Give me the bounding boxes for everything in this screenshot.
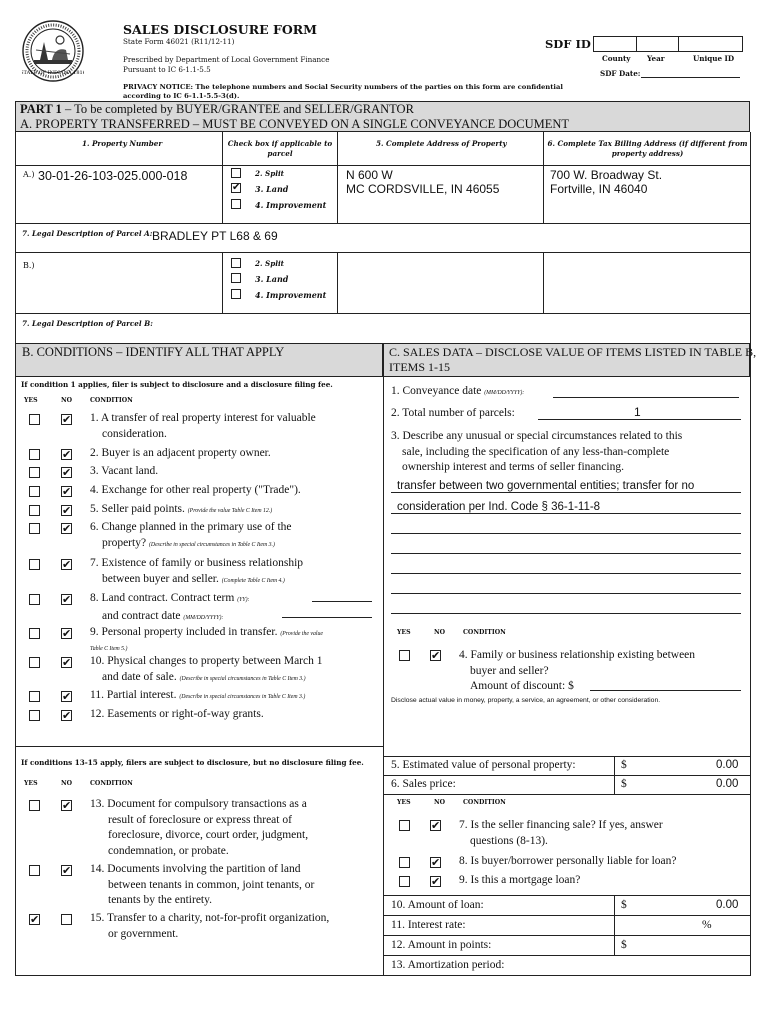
form-number: State Form 46021 (R11/12-11) (123, 37, 235, 46)
condition-3-text: 3. Vacant land. (90, 465, 159, 477)
item6-value[interactable]: 0.00 (716, 778, 739, 790)
item5-value[interactable]: 0.00 (716, 759, 739, 771)
b2-condition-header: CONDITION (90, 780, 133, 787)
b2-no-header: NO (61, 780, 73, 787)
condition-15-text: 15. Transfer to a charity, not-for-profit organization, or government. (90, 912, 330, 940)
parcel-a-land-checkbox[interactable]: ✔ (232, 182, 241, 193)
item4-yes-checkbox[interactable] (399, 650, 410, 661)
condition-10-no-checkbox[interactable]: ✔ (62, 656, 72, 669)
condition-3-yes-checkbox[interactable] (29, 467, 40, 478)
condition-4-no-checkbox[interactable]: ✔ (62, 485, 72, 498)
condition1-note: If condition 1 applies, filer is subject to disclosure and a disclosure filing fee. (21, 380, 333, 389)
parcel-b-split-checkbox[interactable] (231, 258, 241, 268)
prescribed-by: Prescribed by Department of Local Government Finance (123, 55, 330, 64)
c-item5: 5. Estimated value of personal property: (391, 759, 576, 771)
item12-currency: $ (621, 939, 627, 951)
parcel-a-label: A.) (23, 170, 35, 179)
c-item11: 11. Interest rate: (391, 919, 466, 931)
condition-8-text: 8. Land contract. Contract term (YY): and contract date (MM/DD/YYYY): (90, 592, 250, 622)
parcel-a-address-1[interactable]: N 600 W (346, 168, 393, 182)
c-item9: 9. Is this a mortgage loan? (459, 874, 581, 886)
col-address: 5. Complete Address of Property (376, 139, 507, 148)
col-property-number: 1. Property Number (82, 139, 163, 148)
sdf-id-boxes[interactable] (593, 36, 743, 52)
condition-2-text: 2. Buyer is an adjacent property owner. (90, 447, 271, 459)
condition-14-no-checkbox[interactable]: ✔ (62, 864, 72, 877)
disclose-note: Disclose actual value in money, property, a service, an agreement, or other consideration. (391, 697, 661, 704)
condition-15-no-checkbox[interactable] (61, 914, 72, 925)
condition-10-yes-checkbox[interactable] (29, 657, 40, 668)
condition-12-text: 12. Easements or right-of-way grants. (90, 708, 264, 720)
parcel-a-improvement-label: 4. Improvement (255, 200, 327, 210)
county-label: County (602, 54, 631, 63)
discount-amount-field[interactable] (590, 690, 741, 691)
condition-12-no-checkbox[interactable]: ✔ (62, 709, 72, 722)
parcel-b-land-checkbox[interactable] (231, 273, 241, 283)
section-b-title: B. CONDITIONS – IDENTIFY ALL THAT APPLY (22, 345, 285, 359)
condition-1-no-checkbox[interactable]: ✔ (62, 413, 72, 426)
c2-condition-header: CONDITION (463, 799, 506, 806)
condition-6-yes-checkbox[interactable] (29, 523, 40, 534)
special-circumstances-2[interactable]: consideration per Ind. Code § 36-1-11-8 (397, 501, 601, 513)
c2-no-header: NO (434, 799, 446, 806)
parcel-a-land-label: 3. Land (255, 184, 289, 194)
special-circumstances-line[interactable] (391, 513, 741, 514)
c-item7: 7. Is the seller financing sale? If yes, answer questions (8-13). (459, 819, 663, 847)
item4-no-checkbox[interactable]: ✔ (431, 649, 441, 662)
item10-value[interactable]: 0.00 (716, 899, 739, 911)
col-check-box: Check box if applicable to parcel (227, 139, 333, 158)
legal-a-value[interactable]: BRADLEY PT L68 & 69 (152, 229, 278, 243)
condition-4-text: 4. Exchange for other real property ("Trade"). (90, 484, 301, 496)
contract-date-field[interactable] (282, 617, 372, 618)
c-no-header: NO (434, 629, 446, 636)
condition-11-text: 11. Partial interest. (Describe in special circumstances in Table C Item 3.) (90, 689, 306, 701)
item9-no-checkbox[interactable]: ✔ (431, 875, 441, 888)
legal-a-label: 7. Legal Description of Parcel A: (22, 229, 153, 238)
parcel-a-address-2[interactable]: MC CORDSVILLE, IN 46055 (346, 182, 500, 196)
parcels-count-field[interactable] (538, 419, 741, 420)
c-item1: 1. Conveyance date (MM/DD/YYYY): (391, 385, 525, 397)
special-circumstances-line[interactable] (391, 533, 741, 534)
item7-yes-checkbox[interactable] (399, 820, 410, 831)
condition13-note: If conditions 13-15 apply, filers are subject to disclosure, but no disclosure filing fee. (21, 758, 364, 767)
condition-7-text: 7. Existence of family or business relationship between buyer and seller. (Complete Table C Item 4.) (90, 557, 304, 585)
parcel-b-label: B.) (23, 261, 35, 270)
condition-2-yes-checkbox[interactable] (29, 449, 40, 460)
c-item3: 3. Describe any unusual or special circumstances related to this sale, including the specification of any less-than-complete ownership interest and terms of seller financing. (391, 430, 683, 473)
special-circumstances-line[interactable] (391, 553, 741, 554)
condition-6-text: 6. Change planned in the primary use of the property? (Describe in special circumstances in Table C Item 3.) (90, 521, 292, 549)
condition-6-no-checkbox[interactable]: ✔ (62, 522, 72, 535)
c-item13: 13. Amortization period: (391, 959, 505, 971)
item7-no-checkbox[interactable]: ✔ (431, 819, 441, 832)
condition-8-no-checkbox[interactable]: ✔ (62, 593, 72, 606)
section-c-title: C. SALES DATA – DISCLOSE VALUE OF ITEMS LISTED IN TABLE B, ITEMS 1-15 (389, 345, 757, 374)
condition-5-text: 5. Seller paid points. (Provide the value Table C Item 12.) (90, 503, 273, 515)
parcel-b-improvement-checkbox[interactable] (231, 289, 241, 299)
parcel-a-number[interactable]: 30-01-26-103-025.000-018 (38, 169, 188, 183)
col-tax-billing: 6. Complete Tax Billing Address (if different from property address) (547, 139, 748, 158)
state-seal-icon (22, 20, 84, 82)
c-item8: 8. Is buyer/borrower personally liable for loan? (459, 855, 677, 867)
item5-currency: $ (621, 759, 627, 771)
pursuant-to: Pursuant to IC 6-1.1-5.5 (123, 65, 211, 74)
c-item12: 12. Amount in points: (391, 939, 492, 951)
parcel-a-billing-1[interactable]: 700 W. Broadway St. (550, 168, 663, 182)
condition-12-yes-checkbox[interactable] (29, 710, 40, 721)
condition-14-yes-checkbox[interactable] (29, 865, 40, 876)
condition-13-yes-checkbox[interactable] (29, 800, 40, 811)
item8-yes-checkbox[interactable] (399, 857, 410, 868)
condition-9-yes-checkbox[interactable] (29, 628, 40, 639)
parcel-a-billing-2[interactable]: Fortville, IN 46040 (550, 182, 648, 196)
condition-5-yes-checkbox[interactable] (29, 505, 40, 516)
sdf-date-field[interactable] (641, 77, 740, 78)
parcels-count-value: 1 (634, 405, 641, 419)
special-circumstances-line[interactable] (391, 492, 741, 493)
parcel-a-improvement-checkbox[interactable] (231, 199, 241, 209)
parcel-b-land-label: 3. Land (255, 274, 289, 284)
special-circumstances-line[interactable] (391, 573, 741, 574)
parcel-b-improvement-label: 4. Improvement (255, 290, 327, 300)
seal-year-text: STATE OF INDIANA 1816 (22, 70, 84, 76)
condition-15-yes-checkbox[interactable]: ✔ (30, 913, 40, 926)
condition-13-text: 13. Document for compulsory transactions as a result of foreclosure or express threat of foreclosure, divorce, court order, judgment, condemnation, or probate. (90, 798, 309, 857)
parcel-b-split-label: 2. Split (255, 259, 285, 268)
item10-currency: $ (621, 899, 627, 911)
b-condition-header: CONDITION (90, 397, 133, 404)
form-title: SALES DISCLOSURE FORM (123, 22, 317, 37)
condition-13-no-checkbox[interactable]: ✔ (62, 799, 72, 812)
part1-subtitle: A. PROPERTY TRANSFERRED – MUST BE CONVEYED ON A SINGLE CONVEYANCE DOCUMENT (20, 117, 570, 131)
special-circumstances-1[interactable]: transfer between two governmental entities; transfer for no (397, 480, 695, 492)
special-circumstances-line[interactable] (391, 613, 741, 614)
contract-term-field[interactable] (312, 601, 372, 602)
b2-yes-header: YES (24, 780, 38, 787)
b-no-header: NO (61, 397, 73, 404)
privacy-notice-2: according to IC 6-1.1-5.5-3(d). (123, 92, 240, 100)
condition-1-yes-checkbox[interactable] (29, 414, 40, 425)
item8-no-checkbox[interactable]: ✔ (431, 856, 441, 869)
c2-yes-header: YES (397, 799, 411, 806)
part1-title: PART 1 – To be completed by BUYER/GRANTEE and SELLER/GRANTOR (20, 102, 414, 116)
c-item4: 4. Family or business relationship existing between buyer and seller? Amount of discount: $ (459, 649, 696, 692)
condition-8-yes-checkbox[interactable] (29, 594, 40, 605)
c-condition-header: CONDITION (463, 629, 506, 636)
sdf-id-label: SDF ID (545, 37, 591, 51)
c-yes-header: YES (397, 629, 411, 636)
c-item10: 10. Amount of loan: (391, 899, 484, 911)
year-label: Year (647, 54, 665, 63)
condition-3-no-checkbox[interactable]: ✔ (62, 466, 72, 479)
condition-14-text: 14. Documents involving the partition of land between tenants in common, joint tenants, or tenants by the entirety. (90, 863, 315, 906)
condition-9-text: 9. Personal property included in transfer. (Provide the value Table C Item 5.) (90, 626, 323, 652)
condition-11-no-checkbox[interactable]: ✔ (62, 690, 72, 703)
legal-b-label: 7. Legal Description of Parcel B: (22, 319, 153, 328)
condition-7-yes-checkbox[interactable] (29, 559, 40, 570)
sdf-date-label: SDF Date: (600, 69, 641, 78)
parcel-a-split-label: 2. Split (255, 169, 285, 178)
condition-5-no-checkbox[interactable]: ✔ (62, 504, 72, 517)
condition-2-no-checkbox[interactable]: ✔ (62, 448, 72, 461)
condition-9-no-checkbox[interactable]: ✔ (62, 627, 72, 640)
privacy-notice: PRIVACY NOTICE: The telephone numbers and Social Security numbers of the parties on this form are confidential (123, 83, 563, 91)
b-yes-header: YES (24, 397, 38, 404)
conveyance-date-field[interactable] (553, 397, 739, 398)
unique-id-label: Unique ID (693, 54, 735, 63)
condition-7-no-checkbox[interactable]: ✔ (62, 558, 72, 571)
item11-unit: % (702, 919, 712, 931)
condition-11-yes-checkbox[interactable] (29, 691, 40, 702)
c-item2: 2. Total number of parcels: (391, 407, 515, 419)
condition-10-text: 10. Physical changes to property between March 1 and date of sale. (Describe in special circumstances in Table C Item 3.) (90, 655, 323, 683)
special-circumstances-line[interactable] (391, 593, 741, 594)
parcel-a-split-checkbox[interactable] (231, 168, 241, 178)
condition-4-yes-checkbox[interactable] (29, 486, 40, 497)
c-item6: 6. Sales price: (391, 778, 456, 790)
item6-currency: $ (621, 778, 627, 790)
condition-1-text: 1. A transfer of real property interest for valuable consideration. (90, 412, 316, 440)
item9-yes-checkbox[interactable] (399, 876, 410, 887)
